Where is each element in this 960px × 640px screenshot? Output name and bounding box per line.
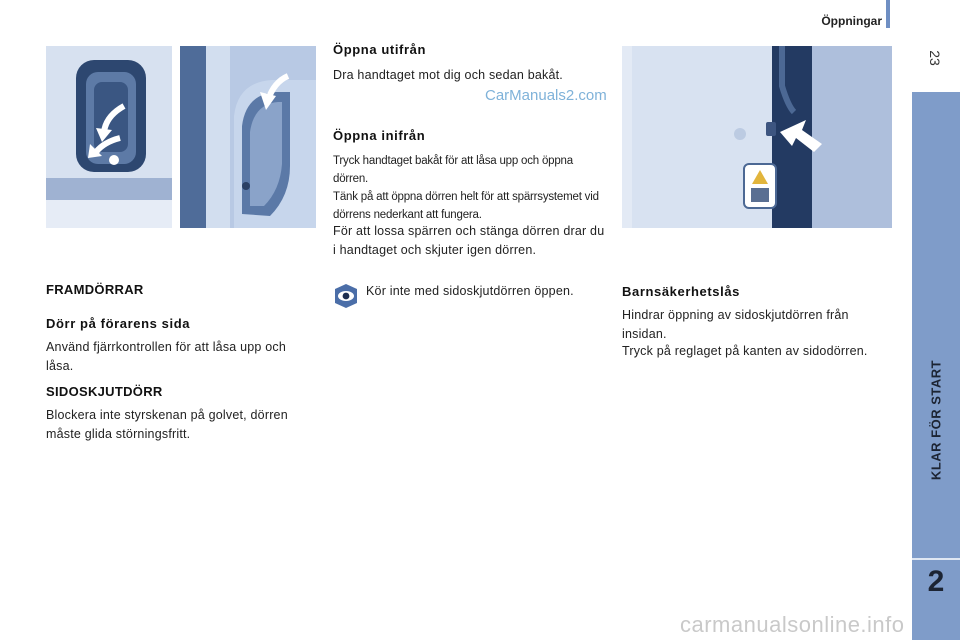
frontdoors-heading: FRAMDÖRRAR: [46, 282, 144, 297]
driver-door-heading: Dörr på förarens sida: [46, 316, 191, 331]
open-outside-heading: Öppna utifrån: [333, 42, 427, 57]
eye-note-text: Kör inte med sidoskjutdörren öppen.: [366, 284, 574, 298]
page-number: 23: [927, 50, 943, 66]
interior-handle-image: [180, 46, 316, 228]
chapter-number: 2: [927, 565, 945, 598]
child-lock-image: [622, 46, 892, 228]
child-lock-text-2: Tryck på reglaget på kanten av sidodörren.: [622, 344, 868, 358]
side-tab-divider: [912, 558, 960, 560]
child-lock-heading: Barnsäkerhetslås: [622, 284, 740, 299]
sliding-door-text: Blockera inte styrskenan på golvet, dörren måste glida störningsfritt.: [46, 408, 288, 441]
open-inside-text-1: Tryck handtaget bakåt för att låsa upp och öppna dörren.: [333, 155, 573, 185]
open-inside-text-2: Tänk på att öppna dörren helt för att spärrsystemet vid dörrens nederkant att fungera.: [333, 191, 599, 221]
driver-door-text: Använd fjärrkontrollen för att låsa upp och låsa.: [46, 340, 286, 373]
section-title: Öppningar: [821, 14, 882, 28]
open-inside-heading: Öppna inifrån: [333, 128, 426, 143]
child-lock-text-1: Hindrar öppning av sidoskjutdörren från insidan.: [622, 308, 849, 341]
eye-icon: [333, 283, 359, 309]
chapter-label: KLAR FÖR START: [928, 359, 944, 481]
open-inside-text-3: För att lossa spärren och stänga dörren drar du i handtaget och skjuter igen dörren.: [333, 224, 605, 257]
header-accent-bar: [886, 0, 890, 28]
watermark-bottom: carmanualsonline.info: [680, 612, 905, 637]
open-outside-text: Dra handtaget mot dig och sedan bakåt.: [333, 68, 563, 82]
handle-closeup-image: [46, 46, 172, 228]
child-lock-warning-icon: [744, 164, 776, 208]
watermark-top: CarManuals2.com: [485, 87, 607, 104]
sliding-door-heading: SIDOSKJUTDÖRR: [46, 384, 163, 399]
